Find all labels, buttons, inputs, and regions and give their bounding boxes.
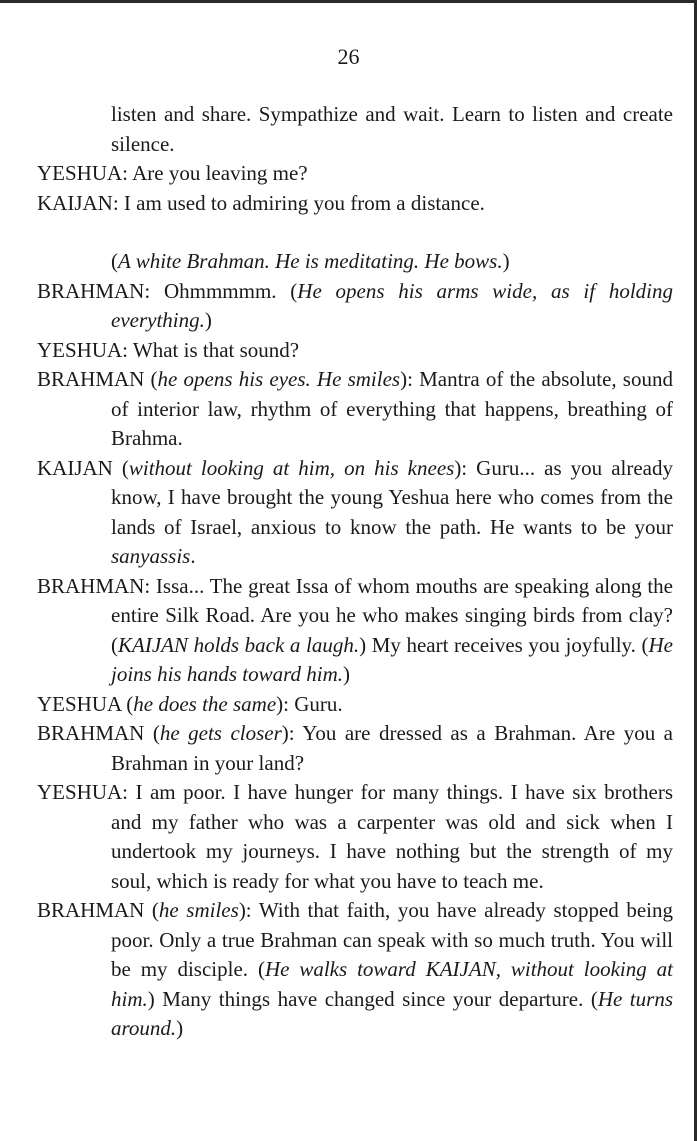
dialogue-line (37, 690, 673, 720)
dialogue-text: I am used to admiring you from a distance. (118, 190, 485, 215)
dialogue-text: ) (343, 662, 351, 686)
stage-direction-text: he gets closer (159, 721, 282, 745)
dialogue-text: ): With that faith, you have already stopped being poor. Only a true Brahman can speak with so much truth. You will be my disciple. ( (111, 898, 674, 981)
page-number: 26 (337, 44, 360, 69)
dialogue-line (37, 277, 673, 336)
speaker-name: KAIJAN (37, 455, 113, 480)
stage-direction-text: A white Brahman. He is meditating. He bows. (118, 249, 503, 273)
stage-direction-text: sanyassis (111, 544, 191, 568)
dialogue-text: ) (502, 249, 510, 273)
dialogue-line (37, 719, 673, 778)
dialogue-text: ): Guru... as you already know, I have brought the young Yeshua here who comes from the lands of Israel, anxious to know the path. He wants to be your (111, 455, 673, 539)
dialogue-text: I am poor. I have hunger for many things. I have six brothers and my father who was a carpenter was old and sick when I undertook my journeys. I have nothing but the strength of my soul, which is ready for what you have to teach me. (111, 780, 673, 893)
speaker-name: BRAHMAN (37, 367, 145, 391)
dialogue-text: Ohmmmmm. ( (150, 278, 298, 303)
dialogue-line (37, 189, 673, 219)
dialogue-line (37, 336, 673, 366)
dialogue-line (37, 572, 673, 690)
script-text (37, 100, 673, 1044)
speaker-name: KAIJAN: (37, 190, 119, 215)
stage-direction-text: he does the same (133, 691, 277, 716)
stage-direction-text: He joins his hands toward him. (111, 632, 674, 686)
speaker-name: YESHUA: (37, 161, 129, 185)
dialogue-text: ): Mantra of the absolute, sound of interior law, rhythm of everything that happens, breathing of Brahma. (111, 367, 673, 450)
stage-direction-text: he opens his eyes. He smiles (157, 367, 401, 391)
dialogue-text: ( (144, 721, 160, 745)
dialogue-text: Are you leaving me? (128, 161, 308, 185)
speaker-name: BRAHMAN (37, 721, 145, 745)
dialogue-text: ) My heart receives you joyfully. ( (359, 632, 649, 657)
dialogue-line (37, 778, 673, 896)
dialogue-line (37, 896, 673, 1044)
dialogue-line (37, 365, 673, 454)
dialogue-line (37, 454, 673, 572)
speaker-name: YESHUA: (37, 337, 129, 362)
stage-direction-text: He opens his arms wide, as if holding everything. (111, 278, 673, 332)
dialogue-text: What is that sound? (128, 337, 300, 362)
speaker-name: BRAHMAN: (37, 573, 151, 598)
dialogue-text: ( (111, 249, 118, 273)
page-border-top (0, 0, 697, 3)
speaker-name: BRAHMAN: (37, 278, 151, 303)
stage-direction (37, 247, 673, 277)
blank-line (37, 218, 673, 247)
dialogue-text: ) Many things have changed since your departure. ( (147, 986, 598, 1011)
dialogue-text: ) (176, 1016, 184, 1040)
stage-direction-text: he smiles (158, 898, 239, 922)
dialogue-text: ( (144, 898, 159, 922)
dialogue-text: ): You are dressed as a Brahman. Are you a Brahman in your land? (111, 721, 673, 775)
stage-direction-text: KAIJAN holds back a laugh. (118, 632, 360, 657)
speaker-name: YESHUA: (37, 780, 129, 804)
stage-direction-text: He turns around. (111, 986, 673, 1040)
dialogue-text: ( (144, 367, 158, 391)
dialogue-text: . (190, 544, 196, 568)
speaker-name: BRAHMAN (37, 898, 145, 922)
speaker-name: YESHUA (37, 691, 122, 716)
dialogue-text: ( (121, 691, 134, 716)
dialogue-text: ): Guru. (276, 691, 343, 716)
dialogue-text: listen and share. Sympathize and wait. Learn to listen and create silence. (111, 102, 673, 156)
dialogue-continuation (37, 100, 673, 159)
stage-direction-text: He walks toward KAIJAN, without looking at him. (111, 957, 673, 1011)
dialogue-text: Issa... The great Issa of whom mouths are speaking along the entire Silk Road. Are you he who makes singing birds from clay? ( (111, 573, 673, 657)
dialogue-text: ) (204, 308, 212, 332)
dialogue-line (37, 159, 673, 189)
stage-direction-text: without looking at him, on his knees (128, 455, 455, 480)
dialogue-text: ( (112, 455, 129, 480)
